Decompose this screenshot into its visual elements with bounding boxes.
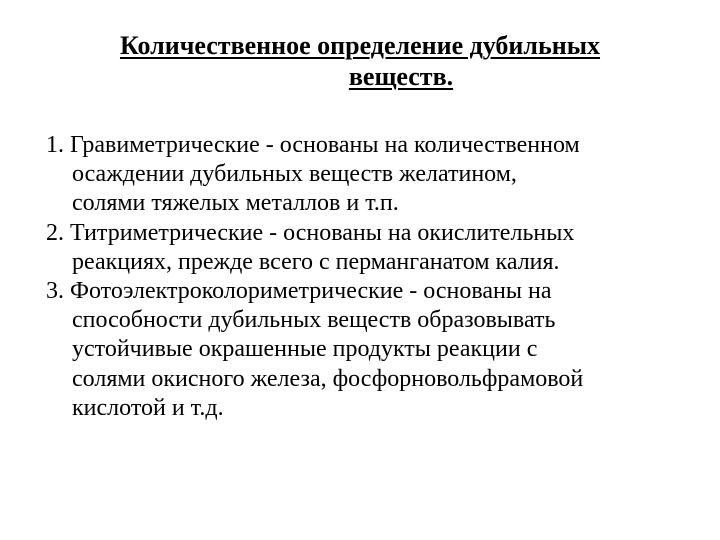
list-item-titrimetric bbox=[46, 219, 706, 277]
item-line: Гравиметрические - основаны на количественном bbox=[70, 132, 580, 158]
methods-list bbox=[46, 131, 706, 423]
item-text bbox=[70, 131, 706, 219]
item-line: устойчивые окрашенные продукты реакции с bbox=[72, 336, 538, 363]
item-line: Фотоэлектроколориметрические - основаны на bbox=[70, 278, 552, 305]
item-line: способности дубильных веществ образовывать bbox=[72, 307, 556, 334]
item-number: 1. bbox=[46, 132, 64, 158]
item-text bbox=[70, 277, 706, 423]
item-line: реакциях, прежде всего с перманганатом калия. bbox=[72, 248, 560, 275]
list-item-photoelectrocolorimetric bbox=[46, 277, 706, 423]
item-number: 3. bbox=[46, 278, 64, 305]
slide-title bbox=[40, 30, 680, 92]
item-line: Титриметрические - основаны на окислительных bbox=[70, 219, 575, 246]
item-line: солями тяжелых металлов и т.п. bbox=[72, 190, 399, 217]
item-line: осаждении дубильных веществ желатином, bbox=[72, 161, 517, 188]
item-number: 2. bbox=[46, 219, 64, 246]
list-item-gravimetric bbox=[46, 131, 706, 219]
title-line-2: веществ. bbox=[348, 62, 454, 91]
item-line: кислотой и т.д. bbox=[72, 394, 224, 421]
item-line: солями окисного железа, фосфорновольфрамовой bbox=[72, 365, 584, 392]
item-text bbox=[70, 219, 706, 277]
title-line-1: Количественное определение дубильных bbox=[119, 31, 601, 60]
